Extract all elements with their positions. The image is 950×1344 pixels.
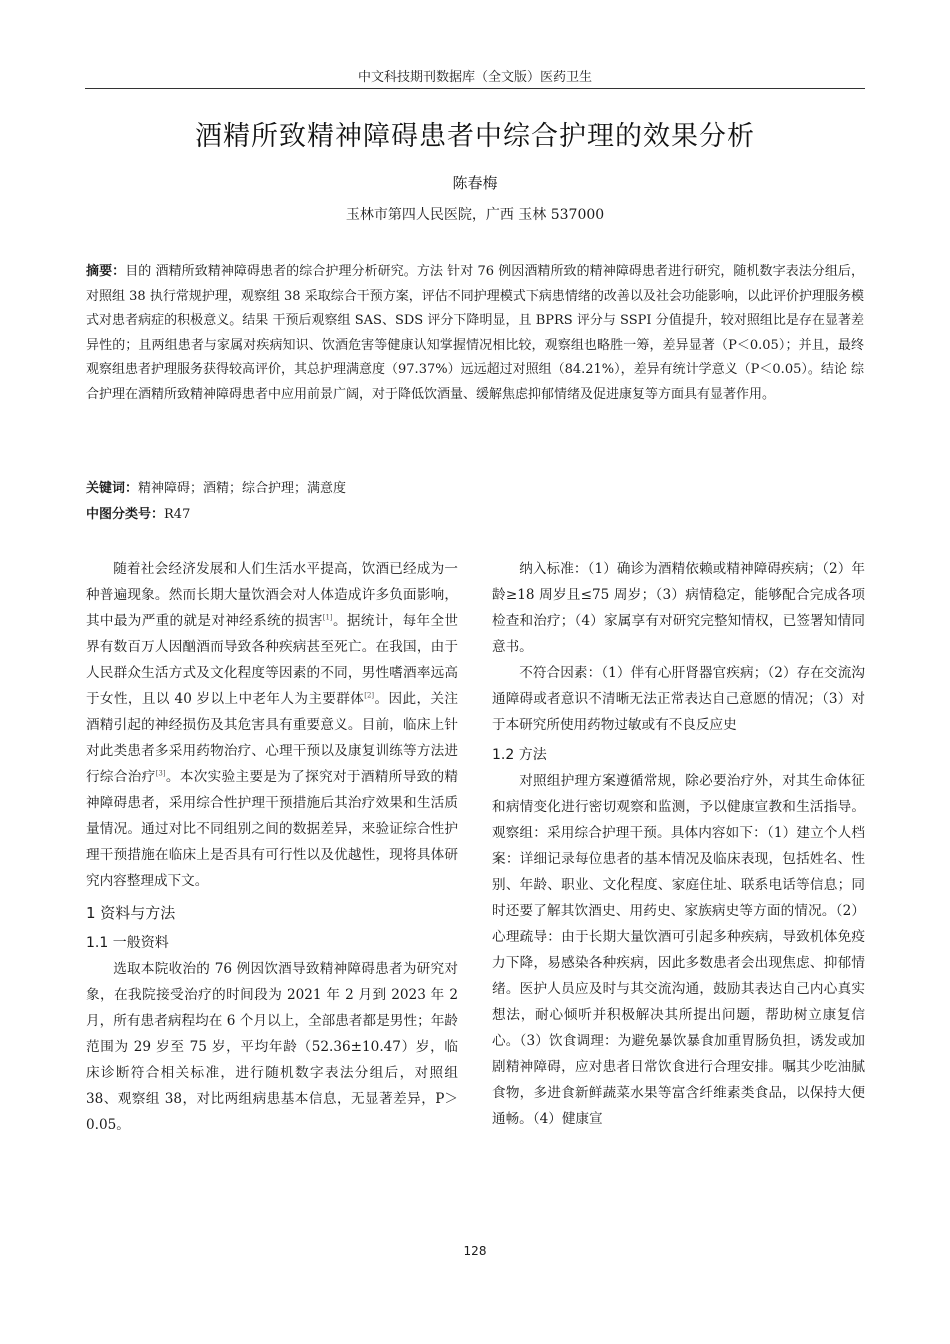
clc-label: 中图分类号：	[86, 507, 165, 522]
intro-text-1: 随着社会经济发展和人们生活水平提高，饮酒已经成为一种普遍现象。然而长期大量饮酒会对人体造成许多负面影响，其中最为严重的就是对神经系统的损害	[86, 561, 458, 629]
general-info-paragraph: 选取本院收治的 76 例因饮酒导致精神障碍患者为研究对象，在我院接受治疗的时间段为 2021 年 2 月到 2023 年 2 月，所有患者病程均在 6 个月以上，全部患者都是男性；年龄范围为 29 岁至 75 岁，平均年龄（52.36±10.47）岁，临床诊断符合相关标准，进行随机数字表法分组后，对照组 38、观察组 38，对比两组病患基本信息，无显著差异，P＞0.05。	[86, 961, 458, 1133]
author-affiliation: 玉林市第四人民医院，广西 玉林 537000	[345, 207, 605, 223]
abstract-text: 目的 酒精所致精神障碍患者的综合护理分析研究。方法 针对 76 例因酒精所致的精神障碍患者进行研究，随机数字表法分组后，对照组 38 执行常规护理，观察组 38 采取综合干预方案，评估不同护理模式下病患情绪的改善以及社会功能影响，以此评价护理服务模式对患者病症的积极意义。结果 干预后观察组 SAS、SDS 评分下降明显，且 BPRS 评分与 SSPI 分值提升，较对照组比是存在显著差异性的；且两组患者与家属对疾病知识、饮酒危害等健康认知掌握情况相比较，观察组也略胜一筹，差异显著（P＜0.05）；并且，最终观察组患者护理服务获得较高评价，其总护理满意度（97.37%）远远超过对照组（84.21%），差异有统计学意义（P＜0.05）。结论 综合护理在酒精所致精神障碍患者中应用前景广阔，对于降低饮酒量、缓解焦虑抑郁情绪及促进康复等方面具有显著作用。	[86, 264, 864, 402]
citation-3: [3]	[155, 769, 166, 778]
subsection-heading-methods: 1.2 方法	[492, 747, 547, 763]
citation-2: [2]	[364, 691, 375, 700]
classification-number	[86, 504, 864, 526]
intro-paragraph	[86, 556, 458, 894]
keywords-text: 精神障碍；酒精；综合护理；满意度	[138, 481, 347, 496]
methods-paragraph: 对照组护理方案遵循常规，除必要治疗外，对其生命体征和病情变化进行密切观察和监测，予以健康宣教和生活指导。观察组：采用综合护理干预。具体内容如下：（1）建立个人档案：详细记录每位患者的基本情况及临床表现，包括姓名、性别、年龄、职业、文化程度、家庭住址、联系电话等信息；同时还要了解其饮酒史、用药史、家族病史等方面的情况。（2）心理疏导：由于长期大量饮酒可引起多种疾病，导致机体免疫力下降，易感染各种疾病，因此多数患者会出现焦虑、抑郁情绪。医护人员应及时与其交流沟通，鼓励其表达自己内心真实想法，耐心倾听并积极解决其所提出问题，帮助树立康复信心。（3）饮食调理：为避免暴饮暴食加重胃肠负担，诱发或加剧精神障碍，应对患者日常饮食进行合理安排。嘱其少吃油腻食物，多进食新鲜蔬菜水果等富含纤维素类食品，以保持大便通畅。（4）健康宣	[492, 773, 865, 1127]
article-title: 酒精所致精神障碍患者中综合护理的效果分析	[195, 121, 755, 152]
right-column	[492, 556, 865, 1132]
exclusion-criteria-paragraph: 不符合因素：（1）伴有心肝肾器官疾病；（2）存在交流沟通障碍或者意识不清晰无法正常表达自己意愿的情况；（3）对于本研究所使用药物过敏或有不良反应史	[492, 665, 865, 733]
author-name: 陈春梅	[452, 174, 498, 192]
page-number: 128	[463, 1244, 487, 1258]
left-column	[86, 556, 458, 1138]
citation-1: [1]	[322, 613, 333, 622]
journal-header: 中文科技期刊数据库（全文版）医药卫生	[357, 70, 592, 85]
abstract-label: 摘要：	[86, 264, 126, 279]
intro-text-3: 。因此，关注酒精引起的神经损伤及其危害具有重要意义。目前，临床上针对此类患者多采用药物治疗、心理干预以及康复训练等方法进行综合治疗	[86, 691, 458, 785]
inclusion-criteria-paragraph: 纳入标准：（1）确诊为酒精依赖或精神障碍疾病；（2）年龄≥18 周岁且≤75 周岁；（3）病情稳定，能够配合完成各项检查和治疗；（4）家属享有对研究完整知情权，已签署知情同意书。	[492, 561, 865, 655]
section-heading-materials-methods: 1 资料与方法	[86, 904, 176, 922]
keywords-label: 关键词：	[86, 481, 139, 496]
abstract	[86, 260, 864, 408]
intro-text-2: 。据统计，每年全世界有数百万人因酗酒而导致各种疾病甚至死亡。在我国，由于人民群众生活方式及文化程度等因素的不同，男性嗜酒率远高于女性，且以 40 岁以上中老年人为主要群体	[86, 613, 459, 707]
intro-text-4: 。本次实验主要是为了探究对于酒精所导致的精神障碍患者，采用综合性护理干预措施后其治疗效果和生活质量情况。通过对比不同组别之间的数据差异，来验证综合性护理干预措施在临床上是否具有可行性以及优越性，现将具体研究内容整理成下文。	[86, 769, 459, 889]
keywords	[86, 478, 864, 500]
header-divider	[85, 88, 865, 89]
clc-text: R47	[164, 507, 191, 522]
subsection-heading-general-info: 1.1 一般资料	[86, 935, 169, 951]
